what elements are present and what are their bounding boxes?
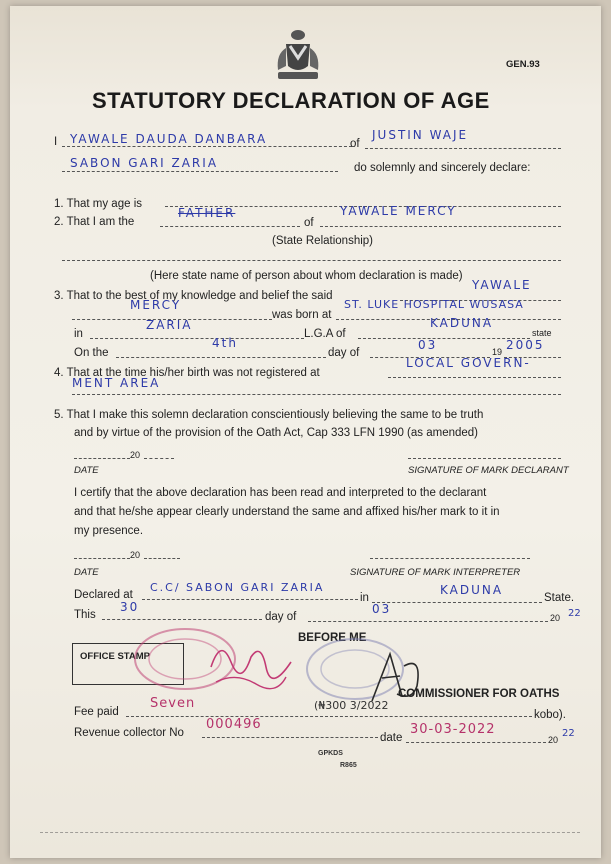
blank-line xyxy=(62,260,561,261)
item-5: 5. That I make this solemn declaration conscientiously believing the same to be truth xyxy=(54,409,484,421)
this-label: This xyxy=(74,609,96,621)
birth-place: ST. LUKE HOSPITAL WUSASA xyxy=(344,298,524,311)
registered-line xyxy=(388,377,561,378)
year-prefix: 19 xyxy=(492,347,503,357)
item-2: 2. That I am the xyxy=(54,216,135,228)
declared-place: C.C/ SABON GARI ZARIA xyxy=(150,581,325,594)
item-3: 3. That to the best of my knowledge and belief the said xyxy=(54,290,333,302)
of-label-2: of xyxy=(304,217,314,229)
day-of-2: day of xyxy=(265,611,297,623)
twenty-4: 20 xyxy=(548,735,559,745)
item-4: 4. That at the time his/her birth was not registered at xyxy=(54,367,320,379)
bottom-line xyxy=(40,832,580,833)
on-the: On the xyxy=(74,347,109,359)
sig-line-1 xyxy=(408,458,561,459)
was-born-at: was born at xyxy=(272,309,332,321)
form-code: GEN.93 xyxy=(506,59,540,70)
certify-3: my presence. xyxy=(74,525,144,537)
this-month-line xyxy=(308,621,548,622)
state-label: state xyxy=(532,328,552,338)
declared-state-line xyxy=(372,602,542,603)
declared-at: Declared at xyxy=(74,589,133,601)
birth-year: 2005 xyxy=(506,338,545,352)
signature-scribble-icon xyxy=(206,632,296,692)
declared-line xyxy=(142,599,358,600)
said-name-2: MERCY xyxy=(130,298,182,312)
birth-month: 03 xyxy=(418,338,438,352)
date-line-2b xyxy=(144,558,180,559)
i-label: I xyxy=(54,136,58,148)
fee-line xyxy=(126,716,532,717)
state-relationship: (State Relationship) xyxy=(272,235,373,247)
before-me: BEFORE ME xyxy=(298,632,367,644)
said-name-1: YAWALE xyxy=(472,278,532,292)
this-day-line xyxy=(102,619,262,620)
twenty-2: 20 xyxy=(130,550,141,560)
declaration-form xyxy=(10,6,601,858)
fee-paid-hand: Seven xyxy=(150,696,196,711)
in-label: in xyxy=(74,328,83,340)
solemnly-text: do solemnly and sincerely declare: xyxy=(354,162,531,174)
gpkds-label: GPKDS xyxy=(318,750,343,757)
office-stamp-label: OFFICE STAMP xyxy=(80,651,151,662)
r865-label: R865 xyxy=(340,762,357,769)
town-line xyxy=(90,338,304,339)
lga-state: KADUNA xyxy=(430,316,494,330)
address-1: JUSTIN WAJE xyxy=(372,128,469,142)
state-label-2: State. xyxy=(544,592,575,604)
date-line-2a xyxy=(74,558,130,559)
child-line xyxy=(320,226,561,227)
lga-of: L.G.A of xyxy=(304,328,346,340)
date-line-1a xyxy=(74,458,130,459)
receipt-year: 22 xyxy=(562,728,575,739)
address-2: SABON GARI ZARIA xyxy=(70,156,219,170)
fee-amount: (₦300 3/2022 xyxy=(314,699,389,712)
certify-2: and that he/she appear clearly understand the same and affixed his/her mark to it in xyxy=(74,506,500,518)
item-1: 1. That my age is xyxy=(54,198,142,210)
fee-paid-label: Fee paid xyxy=(74,706,119,718)
relationship-line xyxy=(160,226,300,227)
item-5b: and by virtue of the provision of the Oath Act, Cap 333 LFN 1990 (as amended) xyxy=(74,427,479,439)
sig-line-2 xyxy=(370,558,530,559)
in-label-2: in xyxy=(360,592,369,604)
name-line xyxy=(62,146,352,147)
relationship: FATHER xyxy=(178,206,236,220)
day-of: day of xyxy=(328,347,360,359)
registered-line-2 xyxy=(72,394,561,395)
address-line-2 xyxy=(62,171,338,172)
twenty-3: 20 xyxy=(550,613,561,623)
revenue-label: Revenue collector No xyxy=(74,727,184,739)
commissioner-label: COMMISSIONER FOR OATHS xyxy=(398,688,560,700)
this-month: 03 xyxy=(372,602,392,616)
kobo-label: kobo). xyxy=(534,709,566,721)
lga-line xyxy=(358,338,530,339)
birth-day: 4th xyxy=(212,336,238,350)
this-year: 22 xyxy=(568,608,581,619)
registered-at-1: LOCAL GOVERN- xyxy=(406,356,531,370)
receipt-date-line xyxy=(406,742,546,743)
day-line xyxy=(116,357,326,358)
certify-1: I certify that the above declaration has been read and interpreted to the declarant xyxy=(74,487,487,499)
address-line xyxy=(365,148,561,149)
child-name: YAWALE MERCY xyxy=(340,204,457,218)
town: ZARIA xyxy=(146,318,193,332)
revenue-line xyxy=(202,737,378,738)
sig-mark-declarant: SIGNATURE OF MARK DECLARANT xyxy=(408,465,569,476)
receipt-no: 000496 xyxy=(206,717,262,732)
page-title: STATUTORY DECLARATION OF AGE xyxy=(92,88,490,113)
sig-mark-interpreter: SIGNATURE OF MARK INTERPRETER xyxy=(350,567,521,578)
here-state: (Here state name of person about whom declaration is made) xyxy=(150,270,463,282)
of-label: of xyxy=(350,138,360,150)
this-day: 30 xyxy=(120,600,140,614)
declarant-name: YAWALE DAUDA DANBARA xyxy=(70,132,268,146)
date-line-1b xyxy=(144,458,174,459)
coat-of-arms-icon xyxy=(268,26,328,84)
date-label-3: date xyxy=(380,732,403,744)
date-label-2: DATE xyxy=(74,567,99,578)
twenty-1: 20 xyxy=(130,450,141,460)
receipt-date: 30-03-2022 xyxy=(410,722,496,737)
registered-at-2: MENT AREA xyxy=(72,376,161,390)
declared-state: KADUNA xyxy=(440,583,504,597)
date-label-1: DATE xyxy=(74,465,99,476)
